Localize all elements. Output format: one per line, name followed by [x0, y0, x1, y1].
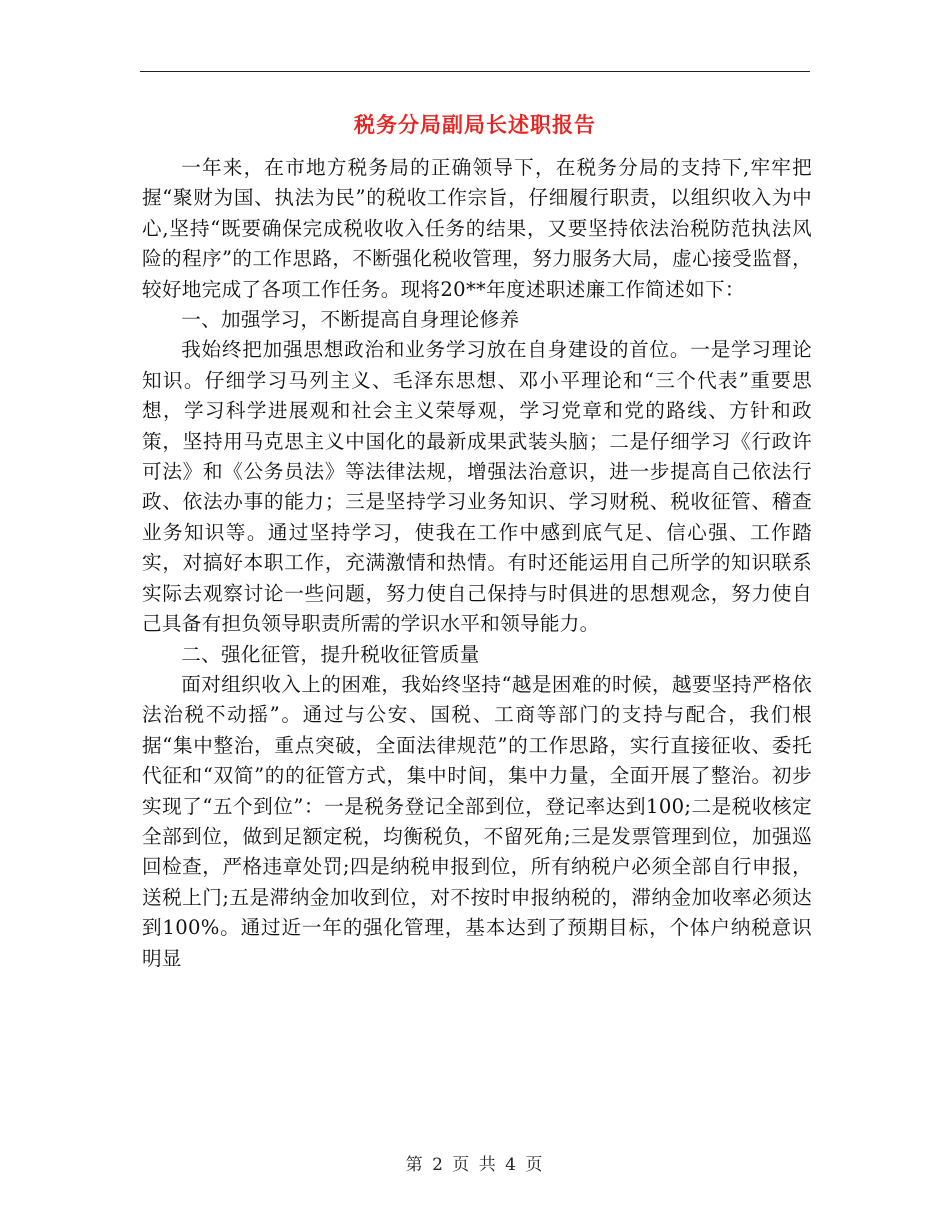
section-heading-2: 二、强化征管，提升税收征管质量 [181, 642, 480, 666]
section-heading-1: 一、加强学习，不断提高自身理论修养 [181, 308, 520, 332]
document-body [142, 153, 812, 974]
header-rule [140, 71, 810, 72]
paragraph-intro: 一年来，在市地方税务局的正确领导下，在税务分局的支持下,牢牢把握“聚财为国、执法为民”的税收工作宗旨，仔细履行职责，以组织收入为中心,坚持“既要确保完成税收收入任务的结果，又要坚持依法治税防范执法风险的程序”的工作思路，不断强化税收管理，努力服务大局，虚心接受监督，较好地完成了各项工作任务。现将20**年度述职述廉工作简述如下： [142, 156, 812, 301]
page-number-footer: 第 2 页 共 4 页 [405, 1155, 545, 1175]
paragraph-collection: 面对组织收入上的困难，我始终坚持“越是困难的时候，越要坚持严格依法治税不动摇”。通过与公安、国税、工商等部门的支持与配合，我们根据“集中整治，重点突破，全面法律规范”的工作思路，实行直接征收、委托代征和“双简”的的征管方式，集中时间，集中力量，全面开展了整治。初步实现了“五个到位”：一是税务登记全部到位，登记率达到100;二是税收核定全部到位，做到足额定税，均衡税负，不留死角;三是发票管理到位，加强巡回检查，严格违章处罚;四是纳税申报到位，所有纳税户必须全部自行申报，送税上门;五是滞纳金加收到位，对不按时申报纳税的，滞纳金加收率必须达到100%。通过近一年的强化管理，基本达到了预期目标，个体户纳税意识明显 [142, 672, 812, 970]
paragraph-study: 我始终把加强思想政治和业务学习放在自身建设的首位。一是学习理论知识。仔细学习马列主义、毛泽东思想、邓小平理论和“三个代表”重要思想，学习科学进展观和社会主义荣辱观，学习党章和党的路线、方针和政策，坚持用马克思主义中国化的最新成果武装头脑；二是仔细学习《行政许可法》和《公务员法》等法律法规，增强法治意识，进一步提高自己依法行政、依法办事的能力；三是坚持学习业务知识、学习财税、税收征管、稽查业务知识等。通过坚持学习，使我在工作中感到底气足、信心强、工作踏实，对搞好本职工作，充满激情和热情。有时还能运用自己所学的知识联系实际去观察讨论一些问题，努力使自己保持与时俱进的思想观念，努力使自己具备有担负领导职责所需的学识水平和领导能力。 [142, 338, 812, 636]
document-title: 税务分局副局长述职报告 [354, 112, 596, 137]
